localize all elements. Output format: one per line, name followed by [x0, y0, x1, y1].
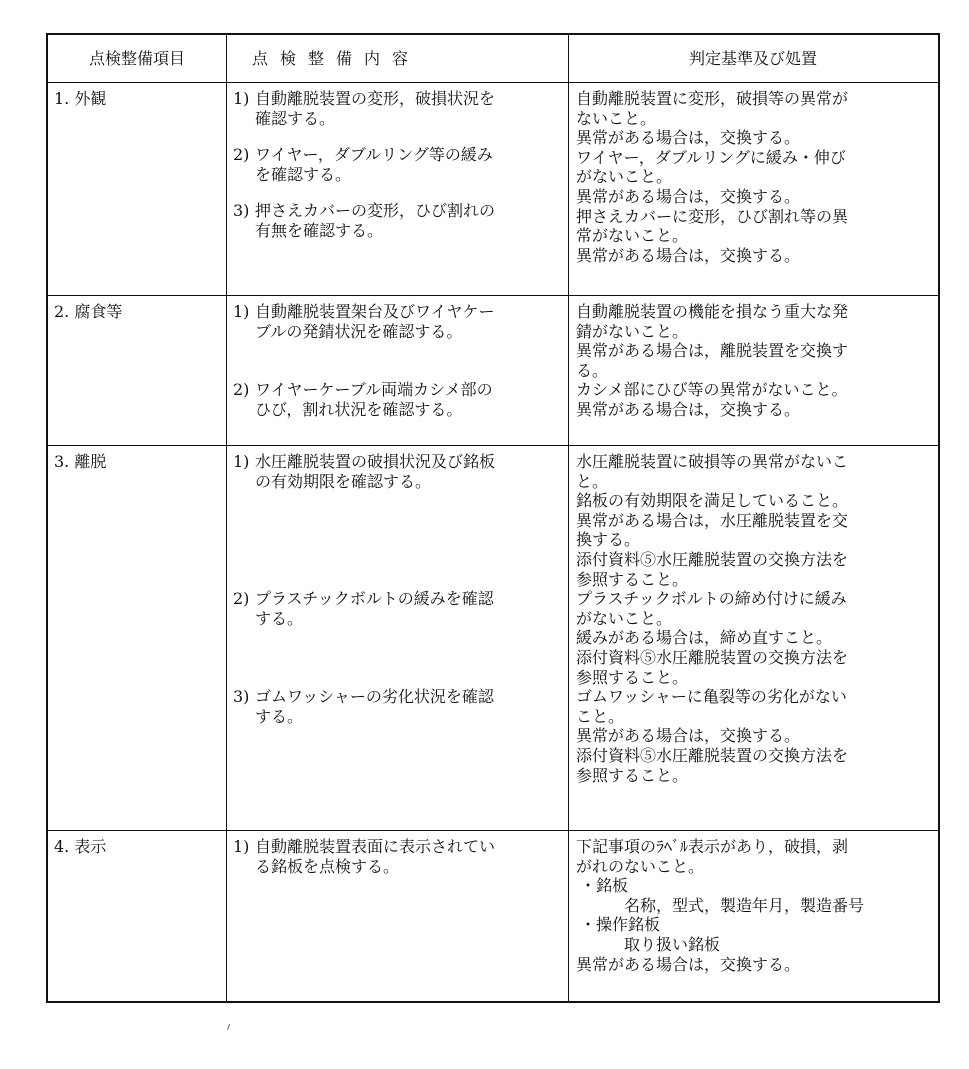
judgement-line: 参照すること。: [576, 569, 689, 589]
judgement-line: と。: [576, 471, 609, 491]
content-entry: [233, 201, 568, 240]
judgement-line: 異常がある場合は，水圧離脱装置を交: [576, 510, 849, 530]
judgement-line: 異常がある場合は，交換する。: [576, 726, 801, 746]
judgement-line: 参照すること。: [576, 667, 689, 687]
entry-line: する。: [255, 706, 304, 726]
entry-line: 確認する。: [255, 108, 336, 128]
content-entry: [233, 89, 568, 128]
entry-line: の有効期限を確認する。: [255, 471, 432, 491]
judgement-line: 自動離脱装置の機能を損なう重大な発: [576, 302, 849, 321]
entry-line: 自動離脱装置架台及びワイヤケー: [255, 302, 495, 321]
row-3-judgement: [568, 445, 938, 785]
judgement-line: 添付資料⑤水圧離脱装置の交換方法を: [576, 745, 849, 765]
judgement-line: 緩みがある場合は，締め直すこと。: [576, 628, 833, 648]
content-entry: [233, 837, 568, 876]
row-1-judgement: [568, 82, 938, 265]
judgement-line: こと。: [576, 706, 625, 726]
row-4-content: [226, 830, 568, 876]
row-2-item: 2. 腐食等: [54, 302, 123, 321]
judgement-line: 添付資料⑤水圧離脱装置の交換方法を: [576, 647, 849, 667]
judgement-line: カシメ部にひび等の異常がないこと。: [576, 380, 848, 400]
judgement-line: ワイヤー，ダブルリングに緩み・伸び: [576, 147, 846, 167]
content-entry: [233, 452, 568, 491]
entry-number: 2): [233, 589, 250, 609]
row-4-item: 4. 表示: [54, 837, 107, 856]
header-judgement: 判定基準及び処置: [688, 48, 817, 68]
judgement-line: 水圧離脱装置に破損等の異常がないこ: [576, 452, 849, 471]
judgement-line: 異常がある場合は，交換する。: [576, 954, 801, 974]
row-2-judgement: [568, 295, 938, 420]
row-2-content: [226, 295, 568, 419]
judgement-line: る。: [576, 360, 609, 380]
entry-line: 自動離脱装置の変形，破損状況を: [255, 89, 496, 108]
entry-line: ひび，割れ状況を確認する。: [255, 399, 463, 419]
entry-line: ワイヤーケーブル両端カシメ部の: [255, 380, 493, 400]
row-1-item: 1. 外観: [54, 89, 107, 108]
judgement-line: 異常がある場合は，離脱装置を交換す: [576, 341, 849, 361]
entry-number: 1): [233, 89, 250, 108]
entry-number: 1): [233, 302, 250, 321]
judgement-bullet: ・操作銘板: [580, 915, 661, 935]
entry-line: ゴムワッシャーの劣化状況を確認: [255, 687, 494, 707]
entry-number: 3): [233, 687, 250, 707]
entry-line: る銘板を点検する。: [255, 856, 400, 876]
judgement-line: がないこと。: [576, 167, 673, 187]
judgement-line: 異常がある場合は，交換する。: [576, 128, 801, 148]
judgement-line: 添付資料⑤水圧離脱装置の交換方法を: [576, 549, 849, 569]
judgement-line: 異常がある場合は，交換する。: [576, 399, 801, 419]
judgement-line: 異常がある場合は，交換する。: [576, 186, 801, 206]
entry-line: する。: [255, 608, 304, 628]
entry-number: 2): [233, 380, 250, 400]
entry-number: 3): [233, 201, 250, 221]
content-entry: [233, 380, 568, 419]
row-3-item: 3. 離脱: [54, 452, 107, 471]
entry-line: プラスチックボルトの緩みを確認: [255, 589, 494, 609]
judgement-line: がないこと。: [576, 608, 673, 628]
judgement-line: ゴムワッシャーに亀裂等の劣化がない: [576, 687, 847, 707]
judgement-line: 常がないこと。: [576, 226, 689, 246]
entry-line: 押さえカバーの変形，ひび割れの: [255, 201, 496, 221]
entry-line: を確認する。: [255, 164, 352, 184]
judgement-bullet: ・銘板: [580, 876, 629, 896]
judgement-line: プラスチックボルトの締め付けに緩み: [576, 589, 847, 609]
judgement-line: 異常がある場合は，交換する。: [576, 245, 801, 265]
inspection-table: [46, 33, 940, 1003]
content-entry: [233, 687, 568, 726]
row-1-content: [226, 82, 568, 241]
header-inspection-item: 点検整備項目: [88, 48, 185, 68]
judgement-line: 下記事項のﾗﾍﾞﾙ表示があり，破損，剥: [576, 837, 849, 856]
judgement-line: 銘板の有効期限を満足していること。: [576, 491, 849, 511]
judgement-line: 押さえカバーに変形，ひび割れ等の異: [576, 206, 849, 226]
row-3-content: [226, 445, 568, 727]
entry-line: ワイヤー，ダブルリング等の緩み: [255, 145, 493, 165]
header-inspection-content: 点検整備内容: [252, 48, 421, 68]
scan-mark: [227, 1024, 231, 1030]
judgement-line: がれのないこと。: [576, 856, 705, 876]
judgement-line: 自動離脱装置に変形，破損等の異常が: [576, 89, 849, 108]
entry-number: 2): [233, 145, 250, 165]
content-entry: [233, 145, 568, 184]
judgement-line: 取り扱い銘板: [624, 934, 721, 954]
row-4-judgement: [568, 830, 938, 974]
entry-line: ブルの発錆状況を確認する。: [255, 321, 463, 341]
judgement-line: 換する。: [576, 530, 641, 550]
entry-line: 有無を確認する。: [255, 220, 384, 240]
entry-number: 1): [233, 837, 250, 856]
entry-line: 水圧離脱装置の破損状況及び銘板: [255, 452, 496, 471]
judgement-line: ないこと。: [576, 108, 657, 128]
entry-line: 自動離脱装置表面に表示されてい: [255, 837, 496, 856]
judgement-line: 参照すること。: [576, 765, 689, 785]
content-entry: [233, 302, 568, 341]
entry-number: 1): [233, 452, 250, 471]
judgement-line: 錆がないこと。: [576, 321, 689, 341]
content-entry: [233, 589, 568, 628]
judgement-line: 名称，型式，製造年月，製造番号: [624, 895, 865, 915]
